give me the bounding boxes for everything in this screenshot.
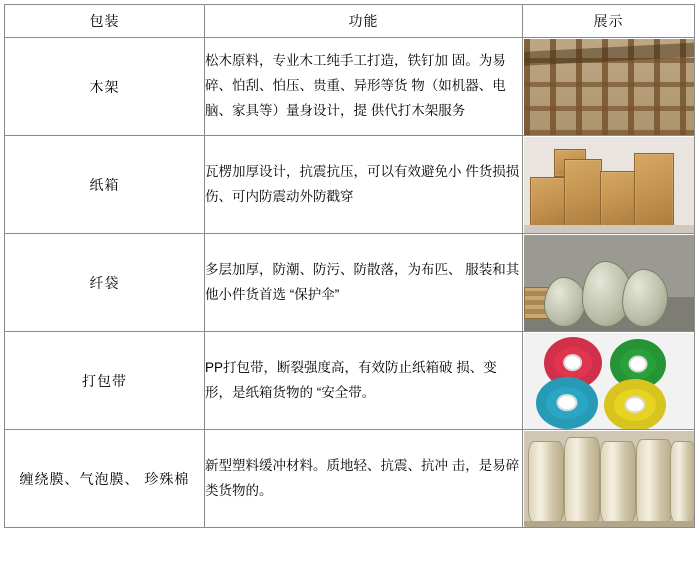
film-roll: [670, 441, 694, 523]
carton-box: [634, 153, 674, 229]
packaging-table: [4, 4, 695, 528]
cell-package-name: 纸箱: [5, 136, 205, 234]
cell-display-image: [523, 332, 695, 430]
table-body: [5, 38, 695, 528]
cell-package-name: 打包带: [5, 332, 205, 430]
woven-bag-photo: [524, 235, 694, 331]
carton-box: [600, 171, 636, 229]
cell-package-name: 纤袋: [5, 234, 205, 332]
film-roll: [528, 441, 564, 523]
table-header-row: [5, 5, 695, 38]
film-roll: [600, 441, 636, 523]
cell-function-text: PP打包带，断裂强度高，有效防止纸箱破 损、变形，是纸箱货物的 “安全带。: [205, 332, 523, 430]
table-row: [5, 234, 695, 332]
woven-bag: [544, 277, 586, 327]
table-row: [5, 430, 695, 528]
cell-function-text: 松木原料，专业木工纯手工打造，铁钉加 固。为易碎、怕刮、怕压、贵重、异形等货 物（如机器、电脑、家具等）量身设计，提 供代打木架服务: [205, 38, 523, 136]
cell-display-image: [523, 136, 695, 234]
cell-function-text: 多层加厚，防潮、防污、防散落，为布匹、 服装和其他小件货首选 “保护伞”: [205, 234, 523, 332]
cell-display-image: [523, 430, 695, 528]
cell-display-image: [523, 38, 695, 136]
wooden-crate-photo: [524, 39, 694, 135]
cell-function-text: 新型塑料缓冲材料。质地轻、抗震、抗冲 击，是易碎类货物的。: [205, 430, 523, 528]
table-row: [5, 332, 695, 430]
document-page: [0, 4, 699, 574]
film-roll: [636, 439, 672, 525]
table-row: [5, 38, 695, 136]
film-roll: [564, 437, 600, 525]
coil-core: [556, 394, 577, 412]
column-header-package: 包装: [5, 5, 205, 38]
strapping-band-photo: [524, 333, 694, 429]
coil-core: [624, 396, 645, 414]
woven-bag: [622, 269, 668, 327]
cell-package-name: 木架: [5, 38, 205, 136]
coil-core: [628, 355, 647, 372]
carton-box: [530, 177, 566, 229]
cell-package-name: 缠绕膜、气泡膜、 珍殊棉: [5, 430, 205, 528]
cell-function-text: 瓦楞加厚设计，抗震抗压，可以有效避免小 件货损损伤、可内防震动外防戳穿: [205, 136, 523, 234]
cell-display-image: [523, 234, 695, 332]
column-header-function: 功能: [205, 5, 523, 38]
table-header: [5, 5, 695, 38]
strapping-coil-yellow: [604, 379, 666, 429]
stretch-film-photo: [524, 431, 694, 527]
strapping-coil-blue: [536, 377, 598, 429]
table-row: [5, 136, 695, 234]
column-header-display: 展示: [523, 5, 695, 38]
carton-box-photo: [524, 137, 694, 233]
carton-box: [564, 159, 602, 229]
coil-core: [563, 354, 583, 372]
